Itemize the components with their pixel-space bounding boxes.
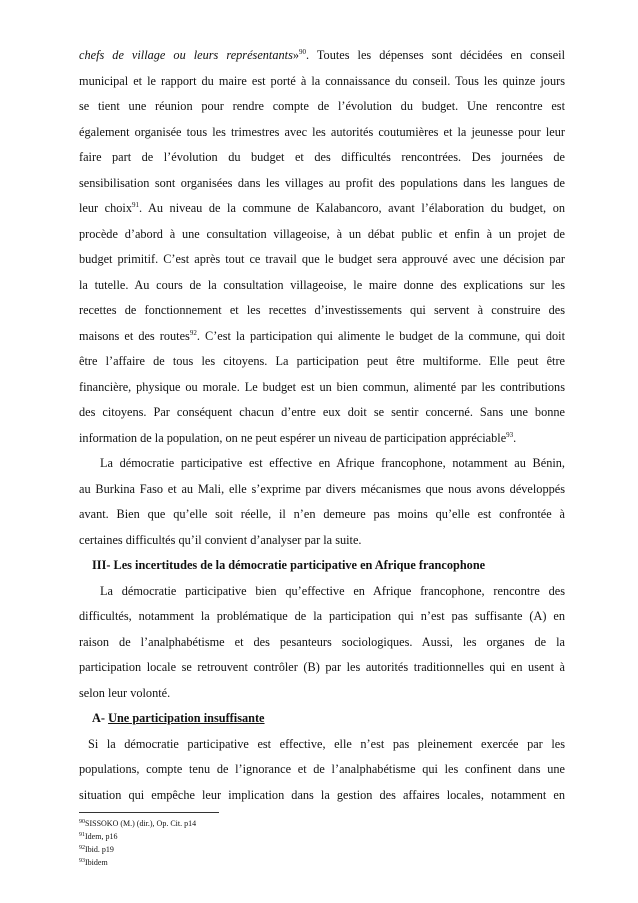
subsection-title: Une participation insuffisante xyxy=(108,711,265,725)
text-line: la tutelle. Au cours de la consultation villageoise, le maire donne des explications sur les xyxy=(79,278,565,292)
text-line: au Burkina Faso et au Mali, elle s’exprime par divers mécanismes que nous avons développés xyxy=(79,482,565,496)
footnote: $^{90}$SISSOKO (M.) (dir.), Op. Cit. p14 xyxy=(79,819,197,828)
footnote-ref-92: 92 xyxy=(189,329,197,337)
footnote-ref-90: 90 xyxy=(299,48,307,56)
text-line: La démocratie participative est effective en Afrique francophone, notamment au Bénin, xyxy=(100,456,565,470)
text-line: maisons et des routes$^{92}$. C’est la participation qui alimente le budget de la commune, qui doit xyxy=(79,329,565,343)
text-line: se tient une réunion pour rendre compte de l’évolution du budget. Une rencontre est xyxy=(79,99,565,113)
text-line: municipal et le rapport du maire est porté à la connaissance du conseil. Tous les quinze jours xyxy=(79,74,565,88)
text-line: procède d’abord à une consultation villageoise, à un débat public et enfin à un projet de xyxy=(79,227,565,241)
subsection-heading: A- Une participation insuffisante xyxy=(92,711,265,725)
text-line: difficultés, notamment la problématique de la participation qui n’est pas suffisante (A) en xyxy=(79,609,565,623)
footnote-ref-91: 91 xyxy=(132,201,139,209)
text-line: avant. Bien que qu’elle soit réelle, il n’en demeure pas moins qu’elle est confrontée à xyxy=(79,507,565,521)
text-line: recettes de fonctionnement et les recettes d’investissements qui servent à construire des xyxy=(79,303,565,317)
footnote: $^{93}$Ibidem xyxy=(79,858,108,867)
text-line: populations, compte tenu de l’ignorance et de l’analphabétisme qui les confinent dans une xyxy=(79,762,565,776)
footnote-separator xyxy=(79,812,219,813)
footnote: $^{91}$Idem, p16 xyxy=(79,832,118,841)
section-heading: III- Les incertitudes de la démocratie participative en Afrique francophone xyxy=(92,558,486,572)
footnote: $^{92}$Ibid. p19 xyxy=(79,845,114,854)
text-line: sensibilisation sont organisées dans les villages au profit des populations dans les langues de xyxy=(79,176,565,190)
text-line: participation locale se retrouvent contrôler (B) par les autorités traditionnelles qui en usent à xyxy=(79,660,565,674)
text-line: selon leur volonté. xyxy=(79,686,171,700)
text-line: être l’affaire de tous les citoyens. La participation peut être multiforme. Elle peut être xyxy=(79,354,565,368)
text-line: raison de l’analphabétisme et des pesanteurs sociologiques. Aussi, les organes de la xyxy=(79,635,565,649)
text-line: La démocratie participative bien qu’effective en Afrique francophone, rencontre des xyxy=(100,584,565,598)
text-line: information de la population, on ne peut espérer un niveau de participation appréciable$^{93}$. xyxy=(79,431,517,445)
text-line: des citoyens. Par conséquent chacun d’entre eux doit se sentir concerné. Sans une bonne xyxy=(79,405,565,419)
text-line: certaines difficultés qu’il convient d’analyser par la suite. xyxy=(79,533,362,547)
footnote-ref-93: 93 xyxy=(506,431,514,439)
text-line: Si la démocratie participative est effective, elle n’est pas pleinement exercée par les xyxy=(88,737,565,751)
text-line: faire part de l’évolution du budget et des difficultés rencontrées. Des journées de xyxy=(79,150,565,164)
text-line: également organisée tous les trimestres avec les autorités coutumières et la jeunesse pour leur xyxy=(79,125,565,139)
text-line: financière, physique ou morale. Le budget est un bien commun, alimenté par les contributions xyxy=(79,380,565,394)
text-line: chefs de village ou leurs représentants»$^{90}$. Toutes les dépenses sont décidées en conseil xyxy=(79,48,565,62)
text-line: situation qui empêche leur implication dans la gestion des affaires locales, notamment en xyxy=(79,788,565,802)
text-line: budget primitif. C’est après tout ce travail que le budget sera approuvé avec une décision par xyxy=(79,252,565,266)
italic-quote: chefs de village ou leurs représentants xyxy=(79,48,293,62)
text-line: leur choix$^{91}$. Au niveau de la commune de Kalabancoro, avant l’élaboration du budget, on xyxy=(79,201,565,215)
